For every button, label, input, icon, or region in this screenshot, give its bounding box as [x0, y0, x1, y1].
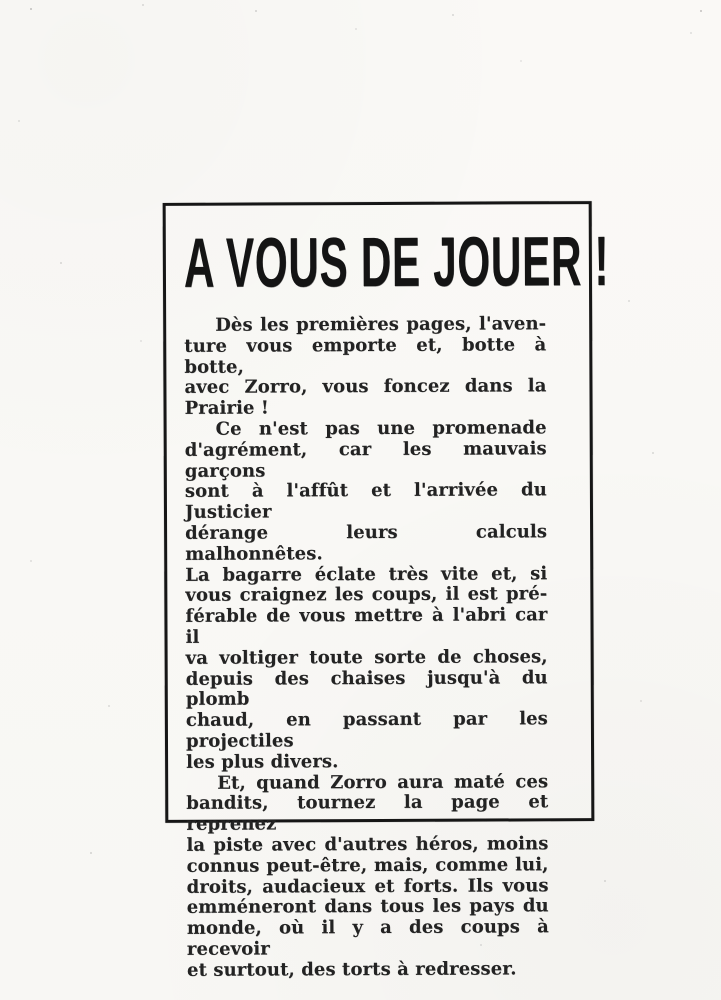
article-title: A VOUS DE JOUER ! [183, 221, 610, 302]
text-line: dérange leurs calculs malhonnêtes. [185, 521, 548, 565]
text-line: les plus divers. [186, 750, 339, 773]
text-line: ture vous emporte et, botte à botte, [184, 334, 547, 378]
scan-noise [0, 0, 2, 2]
text-line: vous craignez les coups, il est pré- [185, 583, 548, 607]
text-line: monde, où il y a des coups à recevoir [186, 916, 549, 960]
text-line: férable de vous mettre à l'abri car il [185, 604, 548, 648]
text-line: droits, audacieux et forts. Ils vous [186, 874, 549, 898]
paragraph [186, 772, 549, 982]
text-line: sont à l'affût et l'arrivée du Justicier [184, 479, 547, 524]
text-line: d'agrément, car les mauvais garçons [184, 438, 547, 482]
article-body [184, 314, 549, 981]
text-line: Ce n'est pas une promenade [215, 417, 547, 440]
text-line: Prairie ! [184, 397, 269, 420]
text-line: emméneront dans tous les pays du [186, 895, 549, 919]
text-line: connus peut-être, mais, comme lui, [186, 853, 549, 877]
text-line: Et, quand Zorro aura maté ces [217, 770, 549, 794]
text-line: depuis des chaises jusqu'à du plomb [185, 666, 548, 711]
text-line: va voltiger toute sorte de choses, [185, 646, 548, 669]
text-line: Dès les premières pages, l'aven- [215, 313, 547, 336]
text-line: La bagarre éclate très vite et, si [185, 562, 548, 586]
text-line: et surtout, des torts à redresser. [186, 958, 517, 981]
text-line: avec Zorro, vous foncez dans la [184, 375, 547, 399]
paragraph [184, 314, 546, 420]
text-line: chaud, en passant par les projectiles [185, 708, 548, 752]
article-frame [163, 201, 610, 981]
paragraph [185, 418, 549, 773]
text-line: la piste avec d'autres héros, moins [186, 833, 549, 856]
text-line: bandits, tournez la page et reprenez [186, 791, 549, 835]
